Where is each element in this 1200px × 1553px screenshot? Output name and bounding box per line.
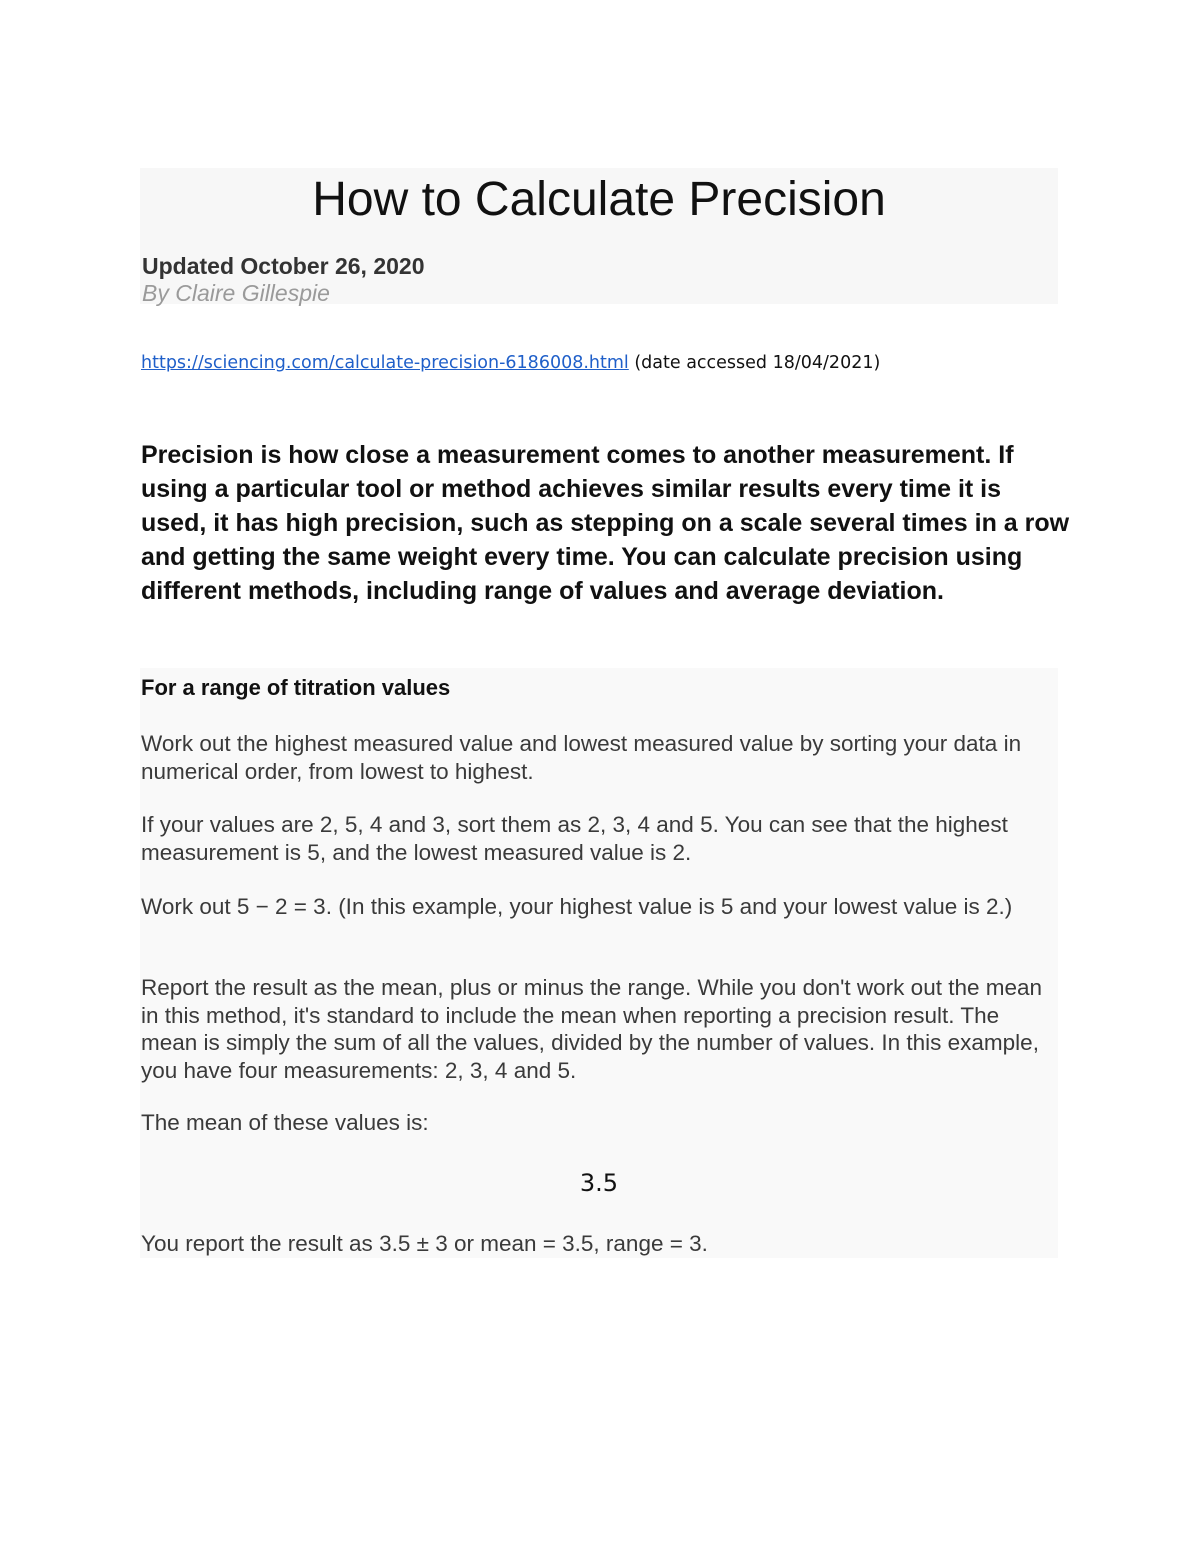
paragraph-work-out-range: Work out 5 − 2 = 3. (In this example, your highest value is 5 and your lowest value is 2.) [141, 894, 1013, 919]
source-citation [141, 351, 880, 375]
mean-value: 3.5 [579, 1169, 619, 1197]
article-header [140, 168, 1058, 304]
paragraph-example-values: If your values are 2, 5, 4 and 3, sort them as 2, 3, 4 and 5. You can see that the highest measurement is 5, and the lowest measured value is 2. [141, 812, 1008, 865]
author-byline: By Claire Gillespie [142, 280, 330, 306]
source-link[interactable]: https://sciencing.com/calculate-precision-6186008.html [141, 353, 629, 373]
range-section [140, 668, 1058, 1258]
intro-paragraph: Precision is how close a measurement comes to another measurement. If using a particular tool or method achieves similar results every time it is used, it has high precision, such as stepping on a scale several times in a row and getting the same weight every time. You can calculate precision using different methods, including range of values and average deviation. [141, 441, 1070, 605]
updated-date: Updated October 26, 2020 [142, 253, 425, 279]
paragraph-report-mean: Report the result as the mean, plus or minus the range. While you don't work out the mean in this method, it's standard to include the mean when reporting a precision result. The mean is simply the sum of all the values, divided by the number of values. In this example, you have four measurements: 2, 3, 4 and 5. [141, 975, 1043, 1083]
paragraph-sort-values: Work out the highest measured value and lowest measured value by sorting your data in numerical order, from lowest to highest. [141, 731, 1022, 784]
page-title: How to Calculate Precision [312, 173, 886, 226]
paragraph-mean-intro: The mean of these values is: [141, 1110, 429, 1135]
date-accessed-note: (date accessed 18/04/2021) [628, 353, 881, 373]
section-heading: For a range of titration values [141, 675, 451, 700]
paragraph-result: You report the result as 3.5 ± 3 or mean = 3.5, range = 3. [141, 1231, 708, 1256]
